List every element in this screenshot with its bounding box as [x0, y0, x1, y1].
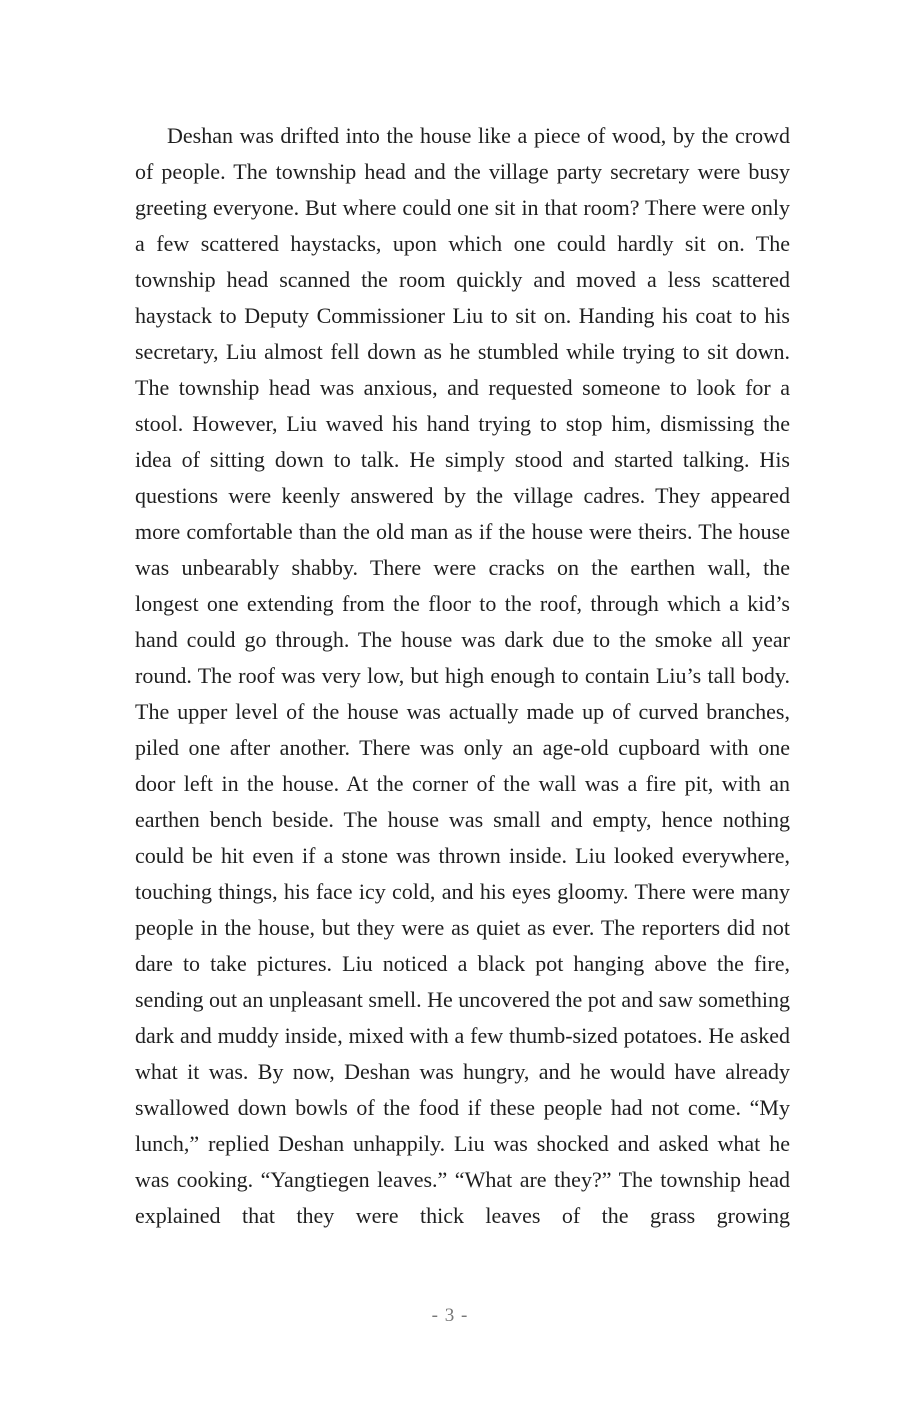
paragraph-1: Deshan was drifted into the house like a piece of wood, by the crowd of people. The township head and the village party secretary were busy greeting everyone. But where could one sit in that room? There were only a few scattered haystacks, upon which one could hardly sit on. The township head scanned the room quickly and moved a less scattered haystack to Deputy Commissioner Liu to sit on. Handing his coat to his secretary, Liu almost fell down as he stumbled while trying to sit down. The township head was anxious, and requested someone to look for a stool. However, Liu waved his hand trying to stop him, dismissing the idea of sitting down to talk. He simply stood and started talking. His questions were keenly answered by the village cadres. They appeared more comfortable than the old man as if the house were theirs. The house was unbearably shabby. There were cracks on the earthen wall, the longest one extending from the floor to the roof, through which a kid’s hand could go through. The house was dark due to the smoke all year round. The roof was very low, but high enough to contain Liu’s tall body. The upper level of the house was actually made up of curved branches, piled one after another. There was only an age-old cupboard with one door left in the house. At the corner of the wall was a fire pit, with an earthen bench beside. The house was small and empty, hence nothing could be hit even if a stone was thrown inside. Liu looked everywhere, touching things, his face icy cold, and his eyes gloomy. There were many people in the house, but they were as quiet as ever. The reporters did not dare to take pictures. Liu noticed a black pot hanging above the fire, sending out an unpleasant smell. He uncovered the pot and saw something dark and muddy inside, mixed with a few thumb-sized potatoes. He asked what it was. By now, Deshan was hungry, and he would have already swallowed down bowls of the food if these people had not come. “My lunch,” replied Deshan unhappily. Liu was shocked and asked what he was cooking. “Yangtiegen leaves.” “What are they?” The township head explained that they were thick leaves of the grass growing [135, 123, 790, 1228]
page-number: - 3 - [431, 1305, 469, 1326]
body-text [135, 118, 790, 1234]
